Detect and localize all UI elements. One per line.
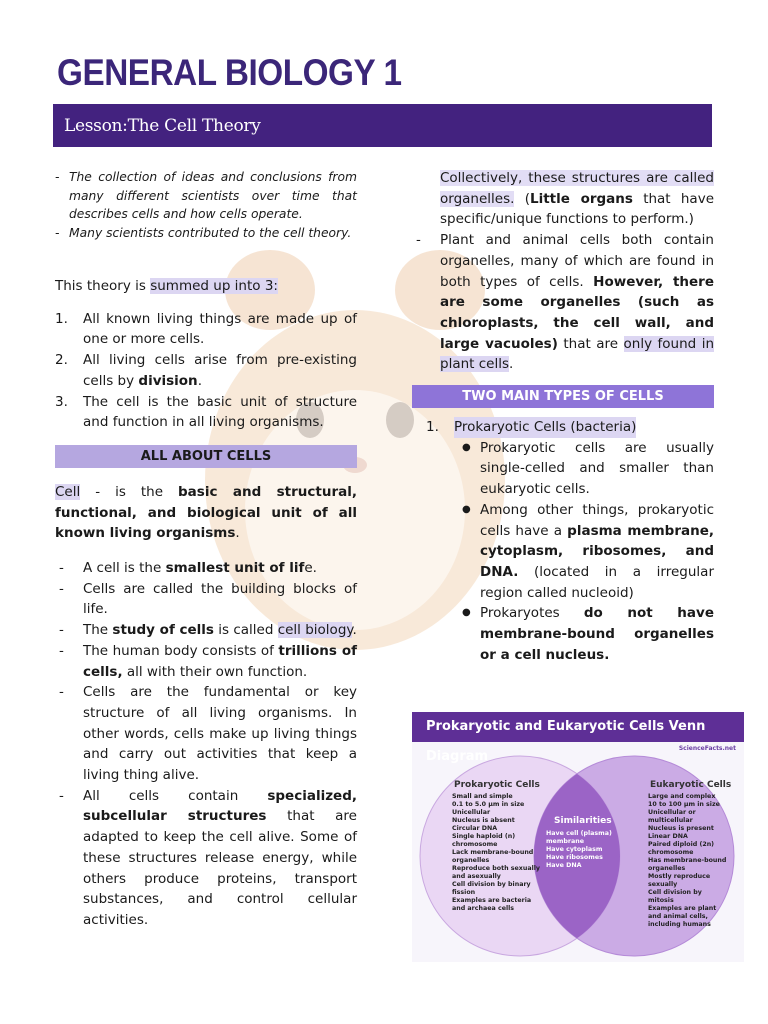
intro-list — [55, 168, 357, 242]
venn-left-items: Small and simple 0.1 to 5.0 μm in size Unicellular Nucleus is absent Circular DNA Single haploid (n) chromosome Lack membrane-bound organelles Reproduce both sexually and asexually Cell division by binary fission Examples are bacteria and archaea cells — [452, 793, 540, 912]
organelles-list — [412, 230, 714, 375]
venn-right-title: Eukaryotic Cells — [650, 780, 732, 790]
list-item: - Plant and animal cells both contain organelles, many of which are found in both types of cells. However, there are some organelles (such as chloroplasts, the cell wall, and large vacuoles) that are only found in plant cells. — [416, 232, 714, 373]
lesson-title: Lesson:The Cell Theory — [64, 115, 261, 136]
list-item: - All cells contain specialized, subcellular structures that are adapted to keep the cell alive. Some of these structures release energy, while others produce proteins, transport substances, and control cellular activities. — [59, 787, 357, 928]
list-item: ● Prokaryotic cells are usually single-celled and smaller than eukaryotic cells. — [462, 439, 714, 498]
cell-theory-list — [55, 309, 357, 433]
lesson-banner — [53, 104, 712, 147]
list-item: - The human body consists of trillions of cells, all with their own function. — [59, 642, 357, 680]
list-item: 3. The cell is the basic unit of structure and function in all living organisms. — [55, 393, 357, 431]
venn-brand: ScienceFacts.net — [678, 745, 736, 752]
venn-mid-title: Similarities — [554, 816, 612, 826]
venn-diagram-figure — [412, 712, 744, 962]
list-item: - The collection of ideas and conclusions from many different scientists over time that describes cells and how cells operate. — [55, 170, 357, 221]
venn-mid-items: Have cell (plasma) membrane Have cytoplasm Have ribosomes Have DNA — [546, 830, 612, 869]
list-item: - Cells are the fundamental or key structure of all living organisms. In other words, cells make up living things and carry out activities that keep a living thing alive. — [59, 684, 357, 784]
venn-right-items: Large and complex 10 to 100 μm in size Unicellular or multicellular Nucleus is present Linear DNA Paired diploid (2n) chromosome Has membrane-bound organelles Mostly reproduce sexually Cell division by mitosis Examples are plant and animal cells, including humans — [648, 793, 727, 928]
about-cells-list — [55, 558, 357, 931]
left-column — [55, 168, 357, 931]
list-item: - A cell is the smallest unit of life. — [59, 560, 317, 577]
page-title: GENERAL BIOLOGY 1 — [57, 52, 402, 93]
organelles-paragraph: Collectively, these structures are called organelles. (Little organs that have specific/unique functions to perform.) — [440, 170, 714, 228]
list-item: - Many scientists contributed to the cell theory. — [55, 225, 352, 240]
right-column — [412, 168, 714, 665]
list-item: - The study of cells is called cell biology. — [59, 622, 357, 639]
section-heading-types: TWO MAIN TYPES OF CELLS — [412, 385, 714, 408]
section-heading-about: ALL ABOUT CELLS — [55, 445, 357, 468]
list-item: ● Among other things, prokaryotic cells have a plasma membrane, cytoplasm, ribosomes, and DNA. (located in a irregular region called nucleoid) — [462, 501, 714, 601]
venn-left-title: Prokaryotic Cells — [454, 780, 540, 790]
prokaryotic-list — [412, 438, 714, 666]
cell-definition: Cell - is the basic and structural, functional, and biological unit of all known living organisms. — [55, 483, 357, 542]
list-item: 1. All known living things are made up of one or more cells. — [55, 310, 357, 348]
summary-lead: This theory is summed up into 3: — [55, 278, 278, 294]
venn-title: Prokaryotic and Eukaryotic Cells Venn Diagram — [412, 712, 744, 742]
list-item: - Cells are called the building blocks of life. — [59, 580, 357, 618]
list-item: 2. All living cells arise from pre-existing cells by division. — [55, 352, 357, 389]
prokaryotic-heading: 1. Prokaryotic Cells (bacteria) — [412, 417, 714, 438]
list-item: ● Prokaryotes do not have membrane-bound organelles or a cell nucleus. — [462, 605, 714, 663]
